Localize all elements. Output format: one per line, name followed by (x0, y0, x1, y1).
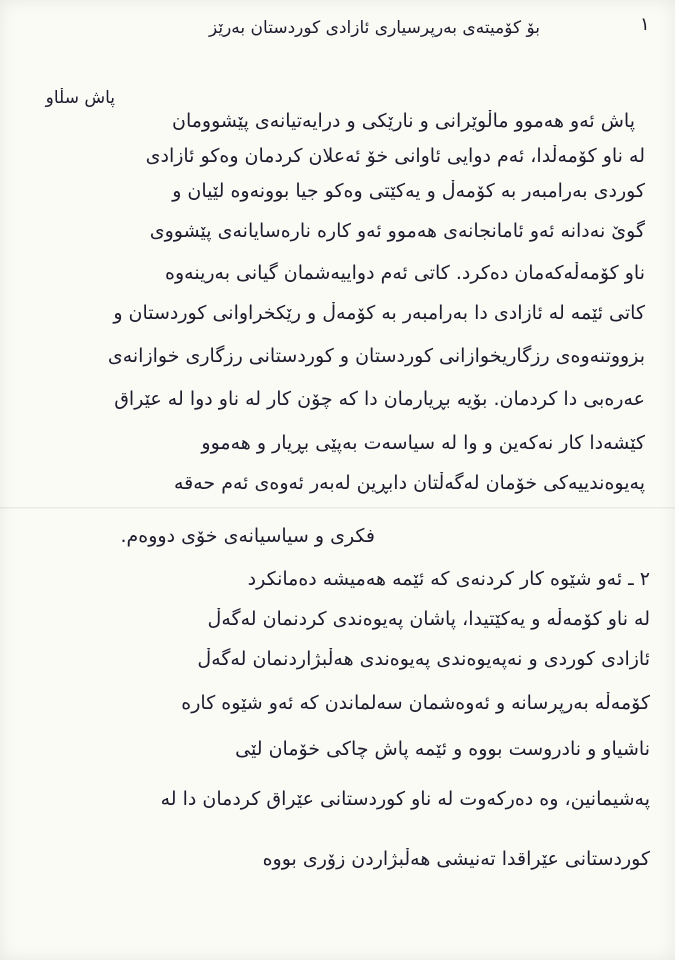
section-two-line-3: ئازادی کوردی و نەپەیوەندی پەیوەندی هەڵبژاردنمان لەگەڵ (197, 648, 650, 670)
body-line-2: لە ناو کۆمەڵدا، ئەم دوایی ئاوانی خۆ ئەعلان کردمان وەکو ئازادی (145, 145, 645, 167)
letter-title: بۆ کۆمیتەی بەرپرسیاری ئازادی کوردستان بەرێز (208, 18, 540, 38)
section-two-line-6: پەشیمانین، وە دەرکەوت لە ناو کوردستانی عێراق کردمان دا لە (160, 788, 650, 810)
section-two-line-1: ٢ ـ ئەو شێوە کار کردنەی کە ئێمە هەمیشە دەمانکرد (247, 568, 650, 590)
body-line-9: کێشەدا کار نەکەین و وا لە سیاسەت بەپێی بڕیار و هەموو (201, 432, 645, 454)
section-two-line-7: کوردستانی عێراقدا تەنیشی هەڵبژاردن زۆری بووە (262, 848, 650, 870)
section-two-line-4: کۆمەڵە بەرپرسانە و ئەوەشمان سەلماندن کە ئەو شێوە کارە (181, 692, 650, 714)
letter-greeting: پاش سڵاو (45, 88, 115, 108)
body-line-6: کاتی ئێمە لە ئازادی دا بەرامبەر بە کۆمەڵ و رێکخراوانی کوردستان و (113, 302, 645, 324)
body-line-4: گوێ نەدانە ئەو ئامانجانەی هەموو ئەو کارە نارەسایانەی پێشووی (149, 220, 645, 242)
body-line-3: کوردی بەرامبەر بە کۆمەڵ و یەکێتی وەکو جیا بوونەوە لێیان و (172, 180, 645, 202)
body-line-10: پەیوەندییەکی خۆمان لەگەڵتان دابڕین لەبەر ئەوەی ئەم حەقە (173, 472, 645, 494)
page-number: ١ (640, 14, 650, 35)
body-line-5: ناو کۆمەڵەکەمان دەکرد. کاتی ئەم دواییەشمان گیانی بەرینەوە (165, 262, 645, 284)
body-line-1: پاش ئەو هەموو ماڵوێرانی و نارێکی و درایەتیانەی پێشوومان (171, 110, 635, 132)
body-line-8: عەرەبی دا کردمان. بۆیە بڕیارمان دا کە چۆن کار لە ناو دوا لە عێراق (114, 388, 645, 410)
section-two-line-5: ناشیاو و نادروست بووە و ئێمە پاش چاکی خۆمان لێی (235, 738, 650, 760)
body-line-7: بزووتنەوەی رزگاریخوازانی کوردستان و کوردستانی رزگاری خوازانەی (107, 345, 645, 367)
section-two-line-2: لە ناو کۆمەڵە و یەکێتیدا، پاشان پەیوەندی کردنمان لەگەڵ (207, 608, 650, 630)
paper-fold-crease (0, 507, 675, 509)
body-line-11: فکری و سیاسیانەی خۆی دووەم. (120, 525, 375, 547)
